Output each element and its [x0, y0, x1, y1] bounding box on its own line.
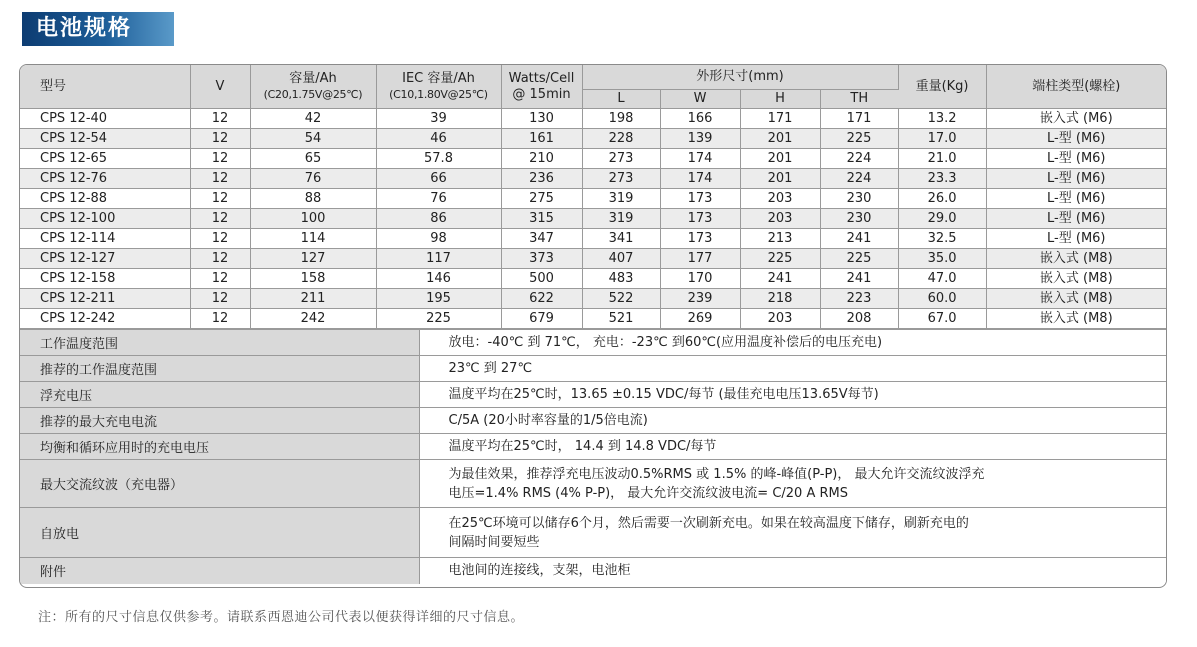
footnote: 注：所有的尺寸信息仅供参考。请联系西恩迪公司代表以便获得详细的尺寸信息。 [38, 610, 525, 625]
cell-dim-h: 201 [740, 149, 820, 169]
info-value [419, 460, 1166, 508]
cell-weight: 26.0 [898, 189, 986, 209]
cell-dim-w: 170 [660, 269, 740, 289]
info-value-line: 电池间的连接线，支架，电池柜 [448, 563, 631, 579]
cell-capacity: 42 [250, 109, 376, 129]
cell-dim-th: 225 [820, 129, 898, 149]
cell-dim-w: 269 [660, 309, 740, 329]
info-row [20, 382, 1166, 408]
cell-capacity: 88 [250, 189, 376, 209]
cell-model: CPS 12-40 [20, 109, 190, 129]
info-row [20, 434, 1166, 460]
header-dim-w: W [660, 90, 740, 109]
info-row [20, 508, 1166, 558]
info-row [20, 558, 1166, 584]
cell-terminal: L-型 (M6) [986, 209, 1166, 229]
cell-watts: 130 [501, 109, 582, 129]
table-row [20, 149, 1166, 169]
cell-dim-h: 225 [740, 249, 820, 269]
info-value [419, 356, 1166, 382]
cell-dim-h: 241 [740, 269, 820, 289]
cell-dim-l: 341 [582, 229, 660, 249]
header-dimensions: 外形尺寸(mm) [582, 65, 898, 90]
cell-dim-w: 139 [660, 129, 740, 149]
info-value-line: 温度平均在25℃时，13.65 ±0.15 VDC/每节 (最佳充电电压13.65V每节) [448, 387, 879, 402]
cell-voltage: 12 [190, 149, 250, 169]
cell-iec-capacity: 225 [376, 309, 501, 329]
header-capacity [250, 65, 376, 109]
header-watts-main: Watts/Cell [508, 70, 575, 86]
cell-terminal: 嵌入式 (M8) [986, 269, 1166, 289]
cell-dim-th: 171 [820, 109, 898, 129]
cell-weight: 21.0 [898, 149, 986, 169]
table-row [20, 169, 1166, 189]
cell-watts: 373 [501, 249, 582, 269]
cell-dim-th: 225 [820, 249, 898, 269]
cell-dim-w: 239 [660, 289, 740, 309]
info-label: 浮充电压 [20, 382, 419, 408]
cell-terminal: 嵌入式 (M6) [986, 109, 1166, 129]
cell-watts: 315 [501, 209, 582, 229]
info-label: 自放电 [20, 508, 419, 558]
info-value [419, 382, 1166, 408]
cell-weight: 17.0 [898, 129, 986, 149]
cell-capacity: 65 [250, 149, 376, 169]
cell-dim-w: 173 [660, 229, 740, 249]
spec-table [20, 65, 1166, 329]
info-value [419, 508, 1166, 558]
cell-dim-w: 166 [660, 109, 740, 129]
cell-watts: 161 [501, 129, 582, 149]
cell-weight: 60.0 [898, 289, 986, 309]
cell-weight: 13.2 [898, 109, 986, 129]
cell-weight: 47.0 [898, 269, 986, 289]
header-iec-main: IEC 容量/Ah [402, 70, 475, 86]
info-value-line: 电压=1.4% RMS (4% P-P)， 最大允许交流纹波电流= C/20 A RMS [448, 485, 848, 501]
info-value [419, 330, 1166, 356]
header-dim-l: L [582, 90, 660, 109]
cell-dim-th: 230 [820, 189, 898, 209]
info-value-line: 放电：-40℃ 到 71℃， 充电：-23℃ 到60℃(应用温度补偿后的电压充电) [448, 335, 883, 350]
info-value-line: 23℃ 到 27℃ [448, 361, 533, 376]
cell-dim-th: 223 [820, 289, 898, 309]
cell-dim-h: 203 [740, 189, 820, 209]
cell-watts: 500 [501, 269, 582, 289]
spec-table-frame [19, 64, 1167, 588]
header-terminal: 端柱类型(螺栓) [986, 65, 1166, 109]
cell-watts: 275 [501, 189, 582, 209]
cell-iec-capacity: 57.8 [376, 149, 501, 169]
table-row [20, 129, 1166, 149]
info-value-line: 在25℃环境可以储存6个月，然后需要一次刷新充电。如果在较高温度下储存，刷新充电的 [448, 515, 969, 531]
cell-dim-l: 521 [582, 309, 660, 329]
cell-dim-l: 483 [582, 269, 660, 289]
cell-dim-h: 203 [740, 209, 820, 229]
cell-model: CPS 12-242 [20, 309, 190, 329]
info-value-line: 间隔时间要短些 [448, 534, 540, 550]
cell-capacity: 114 [250, 229, 376, 249]
cell-terminal: 嵌入式 (M8) [986, 289, 1166, 309]
info-row [20, 330, 1166, 356]
info-value-line: 为最佳效果，推荐浮充电压波动0.5%RMS 或 1.5% 的峰-峰值(P-P)， 最大允许交流纹波浮充 [448, 466, 985, 482]
cell-weight: 35.0 [898, 249, 986, 269]
info-value [419, 408, 1166, 434]
cell-dim-th: 224 [820, 149, 898, 169]
cell-capacity: 211 [250, 289, 376, 309]
header-watts [501, 65, 582, 109]
header-dim-th: TH [820, 90, 898, 109]
cell-iec-capacity: 117 [376, 249, 501, 269]
header-iec-sub: (C10,1.80V@25℃) [389, 87, 488, 101]
cell-model: CPS 12-65 [20, 149, 190, 169]
cell-dim-h: 213 [740, 229, 820, 249]
cell-dim-l: 228 [582, 129, 660, 149]
cell-dim-w: 177 [660, 249, 740, 269]
cell-dim-h: 203 [740, 309, 820, 329]
cell-dim-h: 201 [740, 169, 820, 189]
info-value-line: C/5A (20小时率容量的1/5倍电流) [448, 413, 648, 428]
header-watts-sub: @ 15min [512, 86, 571, 102]
info-table-body [20, 330, 1166, 584]
cell-model: CPS 12-100 [20, 209, 190, 229]
cell-watts: 236 [501, 169, 582, 189]
cell-iec-capacity: 146 [376, 269, 501, 289]
cell-dim-th: 208 [820, 309, 898, 329]
cell-voltage: 12 [190, 129, 250, 149]
cell-terminal: L-型 (M6) [986, 129, 1166, 149]
table-row [20, 269, 1166, 289]
cell-model: CPS 12-114 [20, 229, 190, 249]
cell-iec-capacity: 46 [376, 129, 501, 149]
header-voltage: V [190, 65, 250, 109]
cell-terminal: L-型 (M6) [986, 229, 1166, 249]
cell-capacity: 76 [250, 169, 376, 189]
cell-model: CPS 12-88 [20, 189, 190, 209]
cell-dim-h: 218 [740, 289, 820, 309]
info-table [20, 329, 1166, 584]
cell-weight: 29.0 [898, 209, 986, 229]
header-capacity-main: 容量/Ah [289, 70, 337, 86]
table-row [20, 189, 1166, 209]
cell-dim-w: 174 [660, 169, 740, 189]
cell-watts: 622 [501, 289, 582, 309]
cell-iec-capacity: 98 [376, 229, 501, 249]
cell-dim-th: 230 [820, 209, 898, 229]
cell-model: CPS 12-211 [20, 289, 190, 309]
info-label: 推荐的工作温度范围 [20, 356, 419, 382]
cell-dim-h: 201 [740, 129, 820, 149]
cell-dim-l: 273 [582, 149, 660, 169]
cell-weight: 67.0 [898, 309, 986, 329]
cell-terminal: L-型 (M6) [986, 149, 1166, 169]
info-label: 推荐的最大充电电流 [20, 408, 419, 434]
cell-terminal: 嵌入式 (M8) [986, 309, 1166, 329]
cell-dim-l: 522 [582, 289, 660, 309]
cell-dim-l: 407 [582, 249, 660, 269]
cell-iec-capacity: 76 [376, 189, 501, 209]
info-label: 均衡和循环应用时的充电电压 [20, 434, 419, 460]
info-label: 工作温度范围 [20, 330, 419, 356]
cell-iec-capacity: 86 [376, 209, 501, 229]
cell-dim-h: 171 [740, 109, 820, 129]
header-iec-capacity [376, 65, 501, 109]
page-title: 电池规格 [22, 12, 174, 46]
cell-iec-capacity: 39 [376, 109, 501, 129]
info-row [20, 408, 1166, 434]
header-dim-h: H [740, 90, 820, 109]
cell-model: CPS 12-76 [20, 169, 190, 189]
table-row [20, 309, 1166, 329]
cell-dim-th: 241 [820, 269, 898, 289]
header-capacity-sub: (C20,1.75V@25℃) [263, 87, 363, 101]
info-value-line: 温度平均在25℃时， 14.4 到 14.8 VDC/每节 [448, 439, 717, 454]
cell-dim-l: 319 [582, 189, 660, 209]
spec-table-body [20, 109, 1166, 329]
cell-iec-capacity: 66 [376, 169, 501, 189]
cell-dim-w: 174 [660, 149, 740, 169]
cell-watts: 679 [501, 309, 582, 329]
info-label: 最大交流纹波（充电器） [20, 460, 419, 508]
cell-voltage: 12 [190, 309, 250, 329]
cell-voltage: 12 [190, 289, 250, 309]
cell-dim-l: 273 [582, 169, 660, 189]
table-row [20, 109, 1166, 129]
info-value [419, 558, 1166, 584]
cell-model: CPS 12-127 [20, 249, 190, 269]
table-row [20, 209, 1166, 229]
cell-iec-capacity: 195 [376, 289, 501, 309]
cell-capacity: 158 [250, 269, 376, 289]
cell-dim-w: 173 [660, 209, 740, 229]
info-row [20, 460, 1166, 508]
cell-model: CPS 12-158 [20, 269, 190, 289]
cell-capacity: 127 [250, 249, 376, 269]
cell-dim-l: 319 [582, 209, 660, 229]
cell-voltage: 12 [190, 249, 250, 269]
cell-voltage: 12 [190, 269, 250, 289]
cell-dim-th: 241 [820, 229, 898, 249]
cell-weight: 23.3 [898, 169, 986, 189]
header-weight: 重量(Kg) [898, 65, 986, 109]
cell-voltage: 12 [190, 109, 250, 129]
header-model: 型号 [20, 65, 190, 109]
cell-capacity: 242 [250, 309, 376, 329]
cell-dim-th: 224 [820, 169, 898, 189]
cell-voltage: 12 [190, 209, 250, 229]
info-row [20, 356, 1166, 382]
cell-terminal: 嵌入式 (M8) [986, 249, 1166, 269]
cell-watts: 210 [501, 149, 582, 169]
cell-terminal: L-型 (M6) [986, 169, 1166, 189]
table-row [20, 249, 1166, 269]
cell-voltage: 12 [190, 169, 250, 189]
cell-watts: 347 [501, 229, 582, 249]
cell-capacity: 100 [250, 209, 376, 229]
cell-dim-l: 198 [582, 109, 660, 129]
cell-voltage: 12 [190, 189, 250, 209]
cell-weight: 32.5 [898, 229, 986, 249]
info-label: 附件 [20, 558, 419, 584]
cell-terminal: L-型 (M6) [986, 189, 1166, 209]
info-value [419, 434, 1166, 460]
cell-model: CPS 12-54 [20, 129, 190, 149]
cell-voltage: 12 [190, 229, 250, 249]
table-row [20, 229, 1166, 249]
cell-dim-w: 173 [660, 189, 740, 209]
table-row [20, 289, 1166, 309]
cell-capacity: 54 [250, 129, 376, 149]
